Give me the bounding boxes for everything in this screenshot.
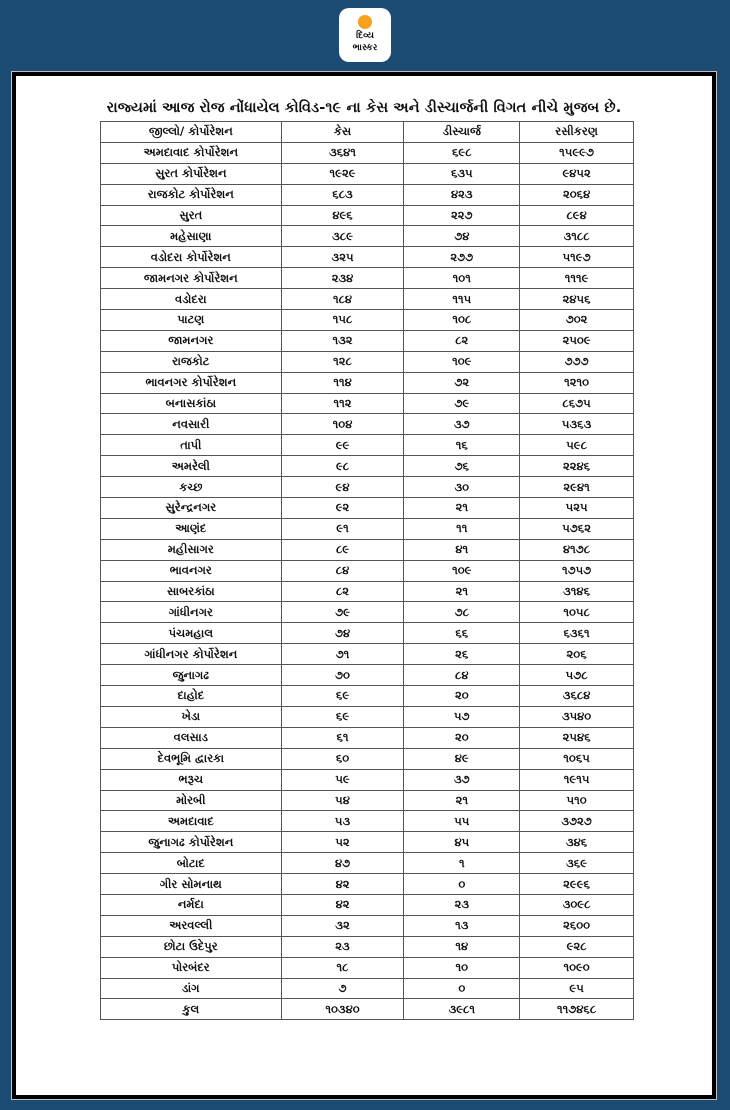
row-vaccination: ૩૫૪૦ <box>520 706 634 727</box>
table-row <box>101 518 634 539</box>
row-district: બોટાદ <box>101 853 282 874</box>
row-discharge: ૧૧ <box>404 518 520 539</box>
table-row <box>101 435 634 456</box>
row-cases: ૯૮ <box>281 456 404 477</box>
row-cases: ૪૭ <box>281 853 404 874</box>
row-district: રાજકોટ કોર્પોરેશન <box>101 184 282 205</box>
row-discharge: ૨૨૭ <box>404 205 520 226</box>
row-district: દાહોદ <box>101 686 282 707</box>
table-row <box>101 706 634 727</box>
row-discharge: ૭૮ <box>404 602 520 623</box>
table-row <box>101 957 634 978</box>
row-vaccination: ૫૯૮ <box>520 435 634 456</box>
table-total-row <box>101 999 634 1020</box>
row-cases: ૧૩૨ <box>281 330 404 351</box>
row-discharge: ૬૬ <box>404 623 520 644</box>
row-cases: ૩૮૯ <box>281 226 404 247</box>
row-vaccination: ૭૭૭ <box>520 351 634 372</box>
row-district: મોરબી <box>101 790 282 811</box>
row-district: ડાંગ <box>101 978 282 999</box>
row-cases: ૧૮ <box>281 957 404 978</box>
table-row <box>101 310 634 331</box>
row-cases: ૧૮૪ <box>281 289 404 310</box>
row-cases: ૧૫૮ <box>281 310 404 331</box>
row-district: ગાંધીનગર કોર્પોરેશન <box>101 644 282 665</box>
table-row <box>101 539 634 560</box>
row-discharge: ૭૯ <box>404 393 520 414</box>
row-cases: ૭ <box>281 978 404 999</box>
row-vaccination: ૧૦૬૫ <box>520 748 634 769</box>
logo-line-1: દિવ્ય <box>356 31 374 41</box>
row-vaccination: ૯૨૮ <box>520 936 634 957</box>
row-vaccination: ૩૭૨૭ <box>520 811 634 832</box>
row-discharge: ૧૦૯ <box>404 560 520 581</box>
row-discharge: ૮૪ <box>404 665 520 686</box>
table-row <box>101 560 634 581</box>
table-row <box>101 602 634 623</box>
row-cases: ૭૯ <box>281 602 404 623</box>
row-cases: ૯૪ <box>281 477 404 498</box>
row-cases: ૬૧ <box>281 727 404 748</box>
table-row <box>101 142 634 163</box>
row-discharge: ૭૪ <box>404 226 520 247</box>
row-discharge: ૪૧ <box>404 539 520 560</box>
row-vaccination: ૧૦૯૦ <box>520 957 634 978</box>
row-cases: ૭૦ <box>281 665 404 686</box>
row-vaccination: ૩૬૯ <box>520 853 634 874</box>
row-vaccination: ૩૦૯૮ <box>520 894 634 915</box>
row-discharge: ૦ <box>404 874 520 895</box>
row-vaccination: ૨૪૫૬ <box>520 289 634 310</box>
row-vaccination: ૭૦૨ <box>520 310 634 331</box>
row-discharge: ૬૯૮ <box>404 142 520 163</box>
row-discharge: ૪૯ <box>404 748 520 769</box>
table-row <box>101 790 634 811</box>
row-cases: ૧૧૪ <box>281 372 404 393</box>
row-vaccination: ૬૩૬૧ <box>520 623 634 644</box>
row-cases: ૩૨ <box>281 915 404 936</box>
table-row <box>101 268 634 289</box>
row-cases: ૭૧ <box>281 644 404 665</box>
row-discharge: ૨૧ <box>404 790 520 811</box>
row-cases: ૯૨ <box>281 498 404 519</box>
row-cases: ૧૦૪ <box>281 414 404 435</box>
table-row <box>101 748 634 769</box>
document-paper <box>12 72 716 1099</box>
table-row <box>101 456 634 477</box>
row-discharge: ૧૧૫ <box>404 289 520 310</box>
row-district: ભાવનગર કોર્પોરેશન <box>101 372 282 393</box>
table-row <box>101 832 634 853</box>
row-vaccination: ૧૯૧૫ <box>520 769 634 790</box>
row-district: સાબરકાંઠા <box>101 581 282 602</box>
row-discharge: ૫૫ <box>404 811 520 832</box>
row-district: જુનાગઢ <box>101 665 282 686</box>
table-row <box>101 853 634 874</box>
row-cases: ૬૦ <box>281 748 404 769</box>
row-vaccination: ૫૩૬૩ <box>520 414 634 435</box>
document-frame <box>11 71 717 1100</box>
row-discharge: ૫૭ <box>404 706 520 727</box>
table-row <box>101 351 634 372</box>
row-discharge: ૧૪ <box>404 936 520 957</box>
row-vaccination: ૨૦૬૪ <box>520 184 634 205</box>
table-row <box>101 184 634 205</box>
row-vaccination: ૩૬૮૪ <box>520 686 634 707</box>
table-header-row <box>101 122 634 143</box>
row-discharge: ૧૩ <box>404 915 520 936</box>
table-row <box>101 330 634 351</box>
row-district: અરવલ્લી <box>101 915 282 936</box>
total-discharge: ૩૯૮૧ <box>404 999 520 1020</box>
row-cases: ૬૮૩ <box>281 184 404 205</box>
table-row <box>101 644 634 665</box>
row-district: તાપી <box>101 435 282 456</box>
row-vaccination: ૫૧૯૭ <box>520 247 634 268</box>
row-vaccination: ૫૨૫ <box>520 498 634 519</box>
row-discharge: ૨૩ <box>404 894 520 915</box>
divya-bhaskar-logo <box>339 8 391 62</box>
row-cases: ૬૯ <box>281 706 404 727</box>
row-district: દેવભૂમિ દ્વારકા <box>101 748 282 769</box>
row-district: જુનાગઢ કોર્પોરેશન <box>101 832 282 853</box>
row-district: ભાવનગર <box>101 560 282 581</box>
total-label: કુલ <box>101 999 282 1020</box>
row-vaccination: ૧૧૧૯ <box>520 268 634 289</box>
row-district: અમરેલી <box>101 456 282 477</box>
logo-line-2: ભાસ્કર <box>352 43 378 53</box>
row-cases: ૮૨ <box>281 581 404 602</box>
row-district: કચ્છ <box>101 477 282 498</box>
row-district: રાજકોટ <box>101 351 282 372</box>
row-district: સુરેન્દ્રનગર <box>101 498 282 519</box>
row-district: ગાંધીનગર <box>101 602 282 623</box>
row-discharge: ૪૨૩ <box>404 184 520 205</box>
row-district: નર્મદા <box>101 894 282 915</box>
table-row <box>101 727 634 748</box>
row-discharge: ૩૦ <box>404 477 520 498</box>
row-vaccination: ૩૧૮૮ <box>520 226 634 247</box>
table-row <box>101 978 634 999</box>
row-discharge: ૧૬ <box>404 435 520 456</box>
row-discharge: ૨૦ <box>404 727 520 748</box>
row-vaccination: ૩૧૪૬ <box>520 581 634 602</box>
row-discharge: ૧૦૧ <box>404 268 520 289</box>
row-district: મહેસાણા <box>101 226 282 247</box>
row-district: સુરત <box>101 205 282 226</box>
row-discharge: ૮૨ <box>404 330 520 351</box>
row-vaccination: ૧૨૧૦ <box>520 372 634 393</box>
header-district: જીલ્લો/ કોર્પોરેશન <box>101 122 282 143</box>
row-discharge: ૨૧ <box>404 581 520 602</box>
row-cases: ૧૨૮ <box>281 351 404 372</box>
row-vaccination: ૮૯૪ <box>520 205 634 226</box>
row-cases: ૬૯ <box>281 686 404 707</box>
table-row <box>101 686 634 707</box>
table-row <box>101 874 634 895</box>
row-discharge: ૧ <box>404 853 520 874</box>
table-row <box>101 581 634 602</box>
header-cases: કેસ <box>281 122 404 143</box>
row-cases: ૪૨ <box>281 874 404 895</box>
row-district: વલસાડ <box>101 727 282 748</box>
row-discharge: ૬૩૫ <box>404 163 520 184</box>
row-district: વડોદરા <box>101 289 282 310</box>
row-cases: ૫૪ <box>281 790 404 811</box>
row-district: ગીર સોમનાથ <box>101 874 282 895</box>
row-discharge: ૭૨ <box>404 372 520 393</box>
table-row <box>101 372 634 393</box>
row-district: અમદાવાદ <box>101 811 282 832</box>
row-cases: ૧૧૨ <box>281 393 404 414</box>
table-row <box>101 477 634 498</box>
table-row <box>101 205 634 226</box>
table-row <box>101 894 634 915</box>
row-district: જામનગર કોર્પોરેશન <box>101 268 282 289</box>
row-vaccination: ૧૦૫૮ <box>520 602 634 623</box>
row-cases: ૨૩૪ <box>281 268 404 289</box>
row-discharge: ૨૭૭ <box>404 247 520 268</box>
row-cases: ૧૯૨૯ <box>281 163 404 184</box>
row-vaccination: ૨૦૬ <box>520 644 634 665</box>
row-cases: ૭૪ <box>281 623 404 644</box>
document-title: રાજ્યમાં આજ રોજ નોંધાયેલ કોવિડ-૧૯ ના કેસ અને ડીસ્ચાર્જની વિગત નીચે મુજબ છે. <box>106 100 622 116</box>
row-discharge: ૧૦ <box>404 957 520 978</box>
row-cases: ૩૨૫ <box>281 247 404 268</box>
row-discharge: ૨૦ <box>404 686 520 707</box>
table-row <box>101 163 634 184</box>
table-row <box>101 915 634 936</box>
table-row <box>101 226 634 247</box>
covid-data-table <box>100 121 634 1020</box>
row-vaccination: ૮૬૭૫ <box>520 393 634 414</box>
row-cases: ૯૧ <box>281 518 404 539</box>
header-vaccination: રસીકરણ <box>520 122 634 143</box>
row-district: પાટણ <box>101 310 282 331</box>
row-discharge: ૩૭ <box>404 769 520 790</box>
row-cases: ૫૨ <box>281 832 404 853</box>
row-vaccination: ૨૨૪૬ <box>520 456 634 477</box>
row-vaccination: ૯૫ <box>520 978 634 999</box>
row-vaccination: ૯૪૫૨ <box>520 163 634 184</box>
row-discharge: ૭૬ <box>404 456 520 477</box>
row-cases: ૫૩ <box>281 811 404 832</box>
table-row <box>101 393 634 414</box>
row-vaccination: ૫૭૮ <box>520 665 634 686</box>
row-district: પોરબંદર <box>101 957 282 978</box>
table-row <box>101 289 634 310</box>
row-cases: ૨૩ <box>281 936 404 957</box>
row-cases: ૮૪ <box>281 560 404 581</box>
row-vaccination: ૧૭૫૭ <box>520 560 634 581</box>
row-discharge: ૪૫ <box>404 832 520 853</box>
row-cases: ૯૯ <box>281 435 404 456</box>
row-cases: ૫૯ <box>281 769 404 790</box>
row-district: સુરત કોર્પોરેશન <box>101 163 282 184</box>
row-cases: ૩૬૪૧ <box>281 142 404 163</box>
row-vaccination: ૨૫૪૬ <box>520 727 634 748</box>
table-row <box>101 936 634 957</box>
row-district: જામનગર <box>101 330 282 351</box>
row-district: છોટા ઉદેપુર <box>101 936 282 957</box>
row-district: મહીસાગર <box>101 539 282 560</box>
row-discharge: ૧૦૯ <box>404 351 520 372</box>
row-discharge: ૧૦૮ <box>404 310 520 331</box>
table-row <box>101 811 634 832</box>
row-vaccination: ૫૭૬૨ <box>520 518 634 539</box>
row-cases: ૪૯૬ <box>281 205 404 226</box>
row-district: નવસારી <box>101 414 282 435</box>
row-cases: ૮૯ <box>281 539 404 560</box>
row-vaccination: ૩૪૬ <box>520 832 634 853</box>
row-vaccination: ૨૫૦૯ <box>520 330 634 351</box>
row-district: અમદાવાદ કોર્પોરેશન <box>101 142 282 163</box>
row-district: બનાસકાંઠા <box>101 393 282 414</box>
row-discharge: ૦ <box>404 978 520 999</box>
row-district: ખેડા <box>101 706 282 727</box>
row-discharge: ૩૭ <box>404 414 520 435</box>
total-cases: ૧૦૩૪૦ <box>281 999 404 1020</box>
table-row <box>101 769 634 790</box>
row-discharge: ૨૬ <box>404 644 520 665</box>
row-vaccination: ૨૯૯૬ <box>520 874 634 895</box>
row-cases: ૪૨ <box>281 894 404 915</box>
row-district: આણંદ <box>101 518 282 539</box>
table-row <box>101 498 634 519</box>
table-row <box>101 623 634 644</box>
logo-sun-icon <box>358 15 372 29</box>
row-vaccination: ૧૫૯૯૭ <box>520 142 634 163</box>
row-district: વડોદરા કોર્પોરેશન <box>101 247 282 268</box>
row-discharge: ૨૧ <box>404 498 520 519</box>
header-discharge: ડીસ્ચાર્જ <box>404 122 520 143</box>
row-vaccination: ૪૧૭૮ <box>520 539 634 560</box>
table-row <box>101 414 634 435</box>
row-vaccination: ૨૬૦૦ <box>520 915 634 936</box>
row-vaccination: ૫૧૦ <box>520 790 634 811</box>
total-vaccination: ૧૧૭૪૬૮ <box>520 999 634 1020</box>
table-row <box>101 247 634 268</box>
row-vaccination: ૨૯૪૧ <box>520 477 634 498</box>
row-district: ભરૂચ <box>101 769 282 790</box>
table-row <box>101 665 634 686</box>
row-district: પંચમહાલ <box>101 623 282 644</box>
